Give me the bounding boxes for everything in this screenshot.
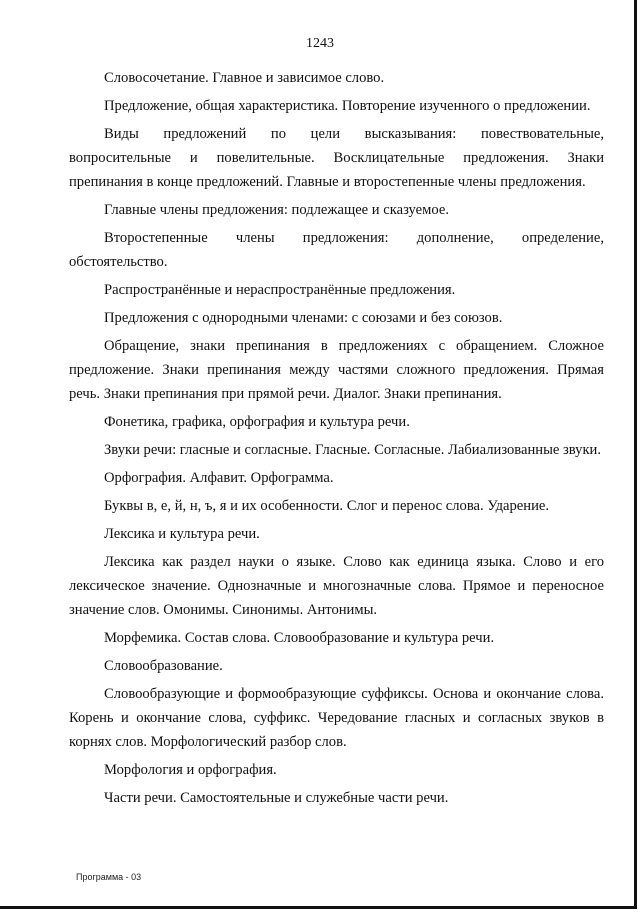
footer-label: Программа - 03: [76, 872, 142, 882]
paragraph: Словосочетание. Главное и зависимое слово.: [104, 70, 385, 86]
paragraph: Лексика как раздел науки о языке. Слово как единица языка. Слово и его лексическое значение. Однозначные и многозначные слова. Прямое и переносное значение слов. Омонимы. Синонимы. Антонимы.: [69, 554, 604, 618]
paragraph: Словообразование.: [104, 658, 223, 674]
paragraph: Обращение, знаки препинания в предложениях с обращением. Сложное предложение. Знаки препинания между частями сложного предложения. Прямая речь. Знаки препинания при прямой речи. Диалог. Знаки препинания.: [69, 338, 604, 402]
paragraph: Словообразующие и формообразующие суффиксы. Основа и окончание слова. Корень и окончание слова, суффикс. Чередование гласных и согласных звуков в корнях слов. Морфологический разбор слов.: [69, 686, 604, 750]
paragraph: Звуки речи: гласные и согласные. Гласные. Согласные. Лабиализованные звуки.: [104, 442, 602, 458]
paragraph: Главные члены предложения: подлежащее и сказуемое.: [104, 202, 449, 218]
paragraph: Предложение, общая характеристика. Повторение изученного о предложении.: [104, 98, 591, 114]
paragraph: Буквы в, е, й, н, ъ, я и их особенности. Слог и перенос слова. Ударение.: [104, 498, 550, 514]
paragraph: Предложения с однородными членами: с союзами и без союзов.: [104, 310, 503, 326]
paragraph: Морфемика. Состав слова. Словообразование и культура речи.: [104, 630, 495, 646]
page-number: 1243: [306, 36, 334, 51]
paragraph: Распространённые и нераспространённые предложения.: [104, 282, 456, 298]
paragraph: Второстепенные члены предложения: дополнение, определение, обстоятельство.: [69, 230, 604, 270]
paragraph: Орфография. Алфавит. Орфограмма.: [104, 470, 334, 486]
document-body: [69, 66, 604, 814]
paragraph: Виды предложений по цели высказывания: повествовательные, вопросительные и повелительные. Восклицательные предложения. Знаки препинания в конце предложений. Главные и второстепенные члены предложения.: [69, 126, 604, 190]
paragraph: Фонетика, графика, орфография и культура речи.: [104, 414, 410, 430]
paragraph: Морфология и орфография.: [104, 762, 277, 778]
paragraph: Лексика и культура речи.: [104, 526, 260, 542]
paragraph: Части речи. Самостоятельные и служебные части речи.: [104, 790, 449, 806]
